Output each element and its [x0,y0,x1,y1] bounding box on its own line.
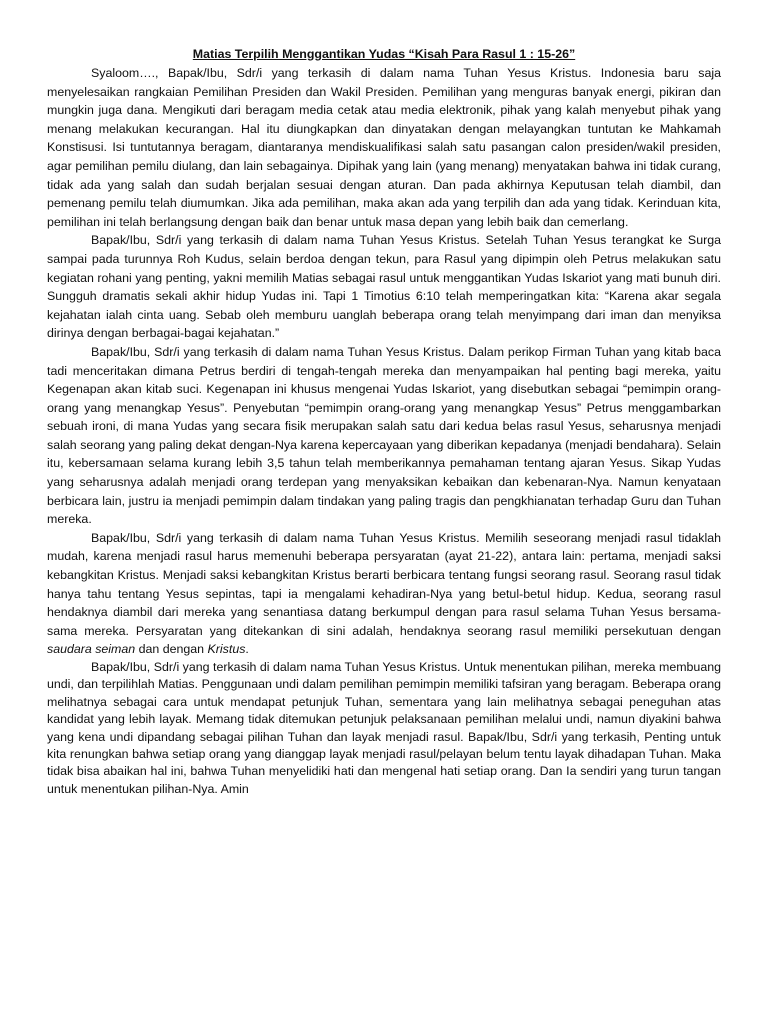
paragraph-4-mid: dan dengan [135,642,208,657]
paragraph-4-end: . [245,642,249,657]
paragraph-3: Bapak/Ibu, Sdr/i yang terkasih di dalam nama Tuhan Yesus Kristus. Dalam perikop Firman Tuhan yang kitab baca tadi menceritakan dimana Petrus berdiri di tengah-tengah mereka dan menyampaikan hal penting bagi mereka, yaitu Kegenapan akan kitab suci. Kegenapan ini khusus mengenai Yudas Iskariot, yang disebutkan sebagai “pemimpin orang-orang yang menangkap Yesus”. Penyebutan “pemimpin orang-orang yang menangkap Yesus” Petrus menggambarkan sebuah ironi, di mana Yudas yang secara fisik merupakan salah satu dari kedua belas rasul Yesus, seharusnya menjadi salah seorang yang paling dekat dengan-Nya karena kepercayaan yang diberikan kepadanya (menjadi bendahara). Selain itu, kebersamaan selama kurang lebih 3,5 tahun telah memberikannya pemahaman tentang ajaran Yesus. Sikap Yudas yang seharusnya adalah menjadi orang terdepan yang menyaksikan kebaikan dan kebenaran-Nya. Namun kenyataan berbicara lain, justru ia menjadi pemimpin dalam tindakan yang paling tragis dan pengkhianatan terhadap Guru dan Tuhan mereka. [47,344,721,527]
paragraph-5: Bapak/Ibu, Sdr/i yang terkasih di dalam nama Tuhan Yesus Kristus. Untuk menentukan pilihan, mereka membuang undi, dan terpilihlah Matias. Penggunaan undi dalam pemilihan pemimpin memiliki tafsiran yang beragam. Beberapa orang melihatnya sebagai cara untuk mendapat petunjuk Tuhan, sementara yang lain melihatnya sebagai peneguhan atas kandidat yang lebih layak. Memang tidak ditemukan petunjuk pelaksanaan pemilihan melalui undi, namun diyakini bahwa yang kena undi dipandang sebagai pilihan Tuhan dan layak menjadi rasul. Bapak/Ibu, Sdr/i yang terkasih, Penting untuk kita renungkan bahwa setiap orang yang dianggap layak menjadi rasul/pelayan belum tentu layak dihadapan Tuhan. Maka tidak bisa abaikan hal ini, bahwa Tuhan menyelidiki hati dan mengenal hati setiap orang. Dan Ia sendiri yang turun tangan untuk menentukan pilihan-Nya. Amin [47,660,721,796]
paragraph-2: Bapak/Ibu, Sdr/i yang terkasih di dalam nama Tuhan Yesus Kristus. Setelah Tuhan Yesus terangkat ke Surga sampai pada turunnya Roh Kudus, selain berdoa dengan tekun, para Rasul yang dipimpin oleh Petrus melakukan satu kegiatan rohani yang penting, yakni memilih Matias sebagai rasul untuk menggantikan Yudas Iskariot yang mati bunuh diri. Sungguh dramatis sekali akhir hidup Yudas ini. Tapi 1 Timotius 6:10 telah memperingatkan kita: “Karena akar segala kejahatan ialah cinta uang. Sebab oleh memburu uanglah beberapa orang telah menyimpang dari iman dan menyiksa dirinya dengan berbagai-bagai kejahatan.” [47,233,721,341]
paragraph-4-italic-saudara-seiman: saudara seiman [47,642,136,657]
paragraph-1: Syaloom…., Bapak/Ibu, Sdr/i yang terkasih di dalam nama Tuhan Yesus Kristus. Indonesia baru saja menyelesaikan rangkaian Pemilihan Presiden dan Wakil Presiden. Pemilihan yang menguras banyak energi, pikiran dan mungkin juga dana. Mengikuti dari beragam media cetak atau media elektronik, pihak yang kalah menyebut pihak yang menang melakukan kecurangan. Hal itu diungkapkan dan dinyatakan dengan melayangkan tuntutan ke Mahkamah Konstisusi. Isi tuntutannya beragam, diantaranya mendiskualifikasi salah satu pasangan calon presiden/wakil presiden, agar pemilihan pemilu diulang, dan lain sebagainya. Dipihak yang lain (yang menang) menyatakan bahwa ini tidak curang, tidak ada yang salah dan sudah berjalan sesuai dengan aturan. Dan pada akhirnya Keputusan telah diambil, dan pemenang pemilu telah diumumkan. Jika ada pemilihan, maka akan ada yang terpilih dan ada yang tidak. Kerinduan kita, pemilihan ini telah berlangsung dengan baik dan benar untuk masa depan yang lebih baik dan cemerlang. [47,66,721,229]
paragraph-4-italic-kristus: Kristus [207,642,246,657]
paragraph-4-text: Bapak/Ibu, Sdr/i yang terkasih di dalam nama Tuhan Yesus Kristus. Memilih seseorang menjadi rasul tidaklah mudah, karena menjadi rasul harus memenuhi beberapa persyaratan (ayat 21-22), antara lain: pertama, menjadi saksi kebangkitan Kristus. Menjadi saksi kebangkitan Kristus berarti berbicara tentang fungsi seorang rasul. Seorang rasul tidak hanya tahu tentang Yesus sepintas, tapi ia mengalami kehadiran-Nya yang betul-betul hidup. Kedua, seorang rasul hendaknya diambil dari mereka yang senantiasa datang berkumpul dengan para rasul selama Tuhan Yesus bersama-sama mereka. Persyaratan yang ditekankan di sini adalah, hendaknya seorang rasul memiliki persekutuan dengan [47,530,721,638]
paragraph-4 [47,529,721,659]
document-title: Matias Terpilih Menggantikan Yudas “Kisah Para Rasul 1 : 15-26” [192,47,576,61]
